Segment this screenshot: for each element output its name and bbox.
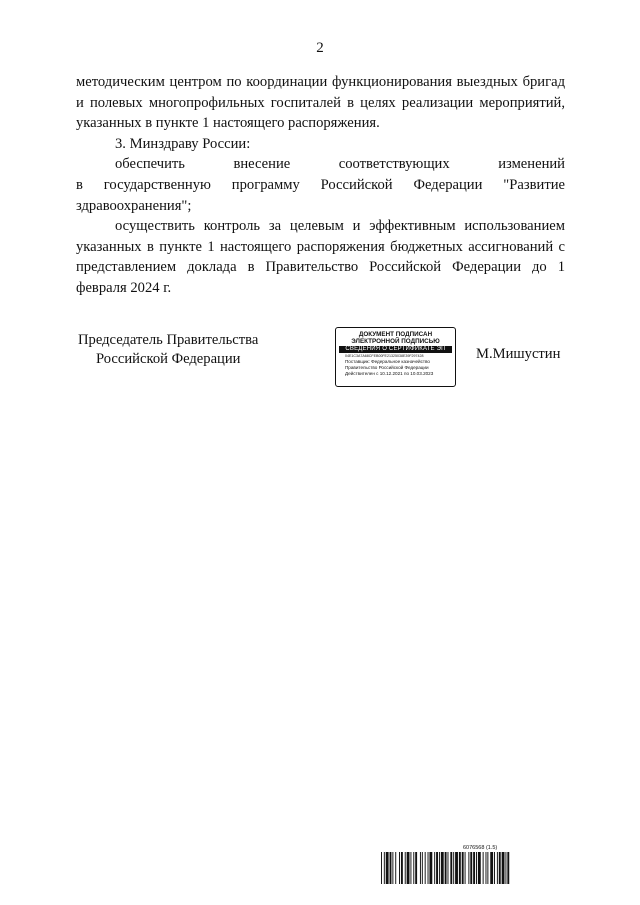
signatory-title: [78, 331, 258, 369]
barcode-bar: [395, 852, 396, 884]
page-number: 2: [316, 40, 324, 56]
paragraph-2: 3. Минздраву России:: [115, 135, 251, 152]
barcode-bar: [486, 852, 487, 884]
barcode-bar: [390, 852, 392, 884]
signatory-title-line1: Председатель Правительства: [78, 332, 259, 348]
barcode-bar: [473, 852, 475, 884]
barcode-bar: [428, 852, 429, 884]
barcode-bar: [392, 852, 393, 884]
barcode-bar: [445, 852, 447, 884]
barcode-bar: [459, 852, 461, 884]
signer-name: М.Мишустин: [476, 346, 561, 362]
barcode-bar: [476, 852, 477, 884]
barcode-bar: [497, 852, 498, 884]
barcode-bar: [502, 852, 505, 884]
barcode-bar: [410, 852, 411, 884]
barcode-bar: [507, 852, 509, 884]
barcode-bar: [490, 852, 493, 884]
barcode-bar: [470, 852, 472, 884]
barcode-bar: [499, 852, 501, 884]
barcode-bar: [453, 852, 454, 884]
barcode-bar: [487, 852, 488, 884]
barcode-bar: [478, 852, 481, 884]
barcode-bar: [483, 852, 484, 884]
stamp-certificate-header: СВЕДЕНИЯ О СЕРТИФИКАТЕ ЭП: [339, 346, 452, 353]
barcode-bar: [415, 852, 417, 884]
barcode-bar: [450, 852, 452, 884]
paragraph-5: осуществить контроль за целевым и эффективным использованием указанных в пункте 1 настоящего распоряжения бюджетных ассигнований с представлением доклада в Правительство Российской Федерации до 1 февраля 2024 г.: [76, 218, 565, 296]
electronic-signature-stamp: [335, 327, 456, 387]
barcode-bar: [436, 852, 438, 884]
barcode-bar: [413, 852, 414, 884]
barcode-bar: [434, 852, 435, 884]
barcode-bar: [429, 852, 432, 884]
barcode: [381, 852, 561, 884]
barcode-bar: [407, 852, 410, 884]
barcode-bar: [505, 852, 506, 884]
document-code: 6076568 (1.5): [463, 845, 498, 851]
barcode-bar: [401, 852, 403, 884]
barcode-bar: [422, 852, 423, 884]
signatory-title-line2: Российской Федерации: [96, 351, 241, 367]
stamp-issuer-1: Поставщик: Федеральное казначейство: [345, 359, 430, 364]
barcode-bar: [494, 852, 495, 884]
barcode-bar: [381, 852, 382, 884]
barcode-bar: [405, 852, 406, 884]
stamp-validity: Действителен с 10.12.2021 по 10.03.2023: [345, 371, 434, 376]
barcode-bar: [462, 852, 464, 884]
barcode-bar: [465, 852, 466, 884]
barcode-bar: [425, 852, 426, 884]
barcode-bar: [384, 852, 385, 884]
barcode-bar: [448, 852, 449, 884]
stamp-serial: 04E1C3A7A68CFEB00FE21325038E39F297428: [345, 354, 424, 358]
stamp-line-1: ДОКУМЕНТ ПОДПИСАН: [358, 331, 433, 338]
paragraph-3: обеспечить внесение соответствующих изменений: [115, 156, 565, 173]
barcode-bar: [441, 852, 444, 884]
barcode-bar: [386, 852, 389, 884]
barcode-bar: [420, 852, 421, 884]
paragraph-1: методическим центром по координации функционирования выездных бригад и полевых многопрофильных госпиталей в целях реализации мероприятий, указанных в пункте 1 настоящего распоряжения.: [76, 74, 565, 132]
stamp-issuer-2: Правительство Российской Федерации: [345, 365, 429, 370]
body-text: [76, 72, 565, 299]
barcode-bar: [399, 852, 400, 884]
paragraph-4: в государственную программу Российской Федерации "Развитие здравоохранения";: [76, 176, 565, 214]
barcode-bar: [468, 852, 469, 884]
barcode-bar: [439, 852, 440, 884]
barcode-bar: [455, 852, 458, 884]
stamp-line-2: ЭЛЕКТРОННОЙ ПОДПИСЬЮ: [351, 338, 440, 345]
